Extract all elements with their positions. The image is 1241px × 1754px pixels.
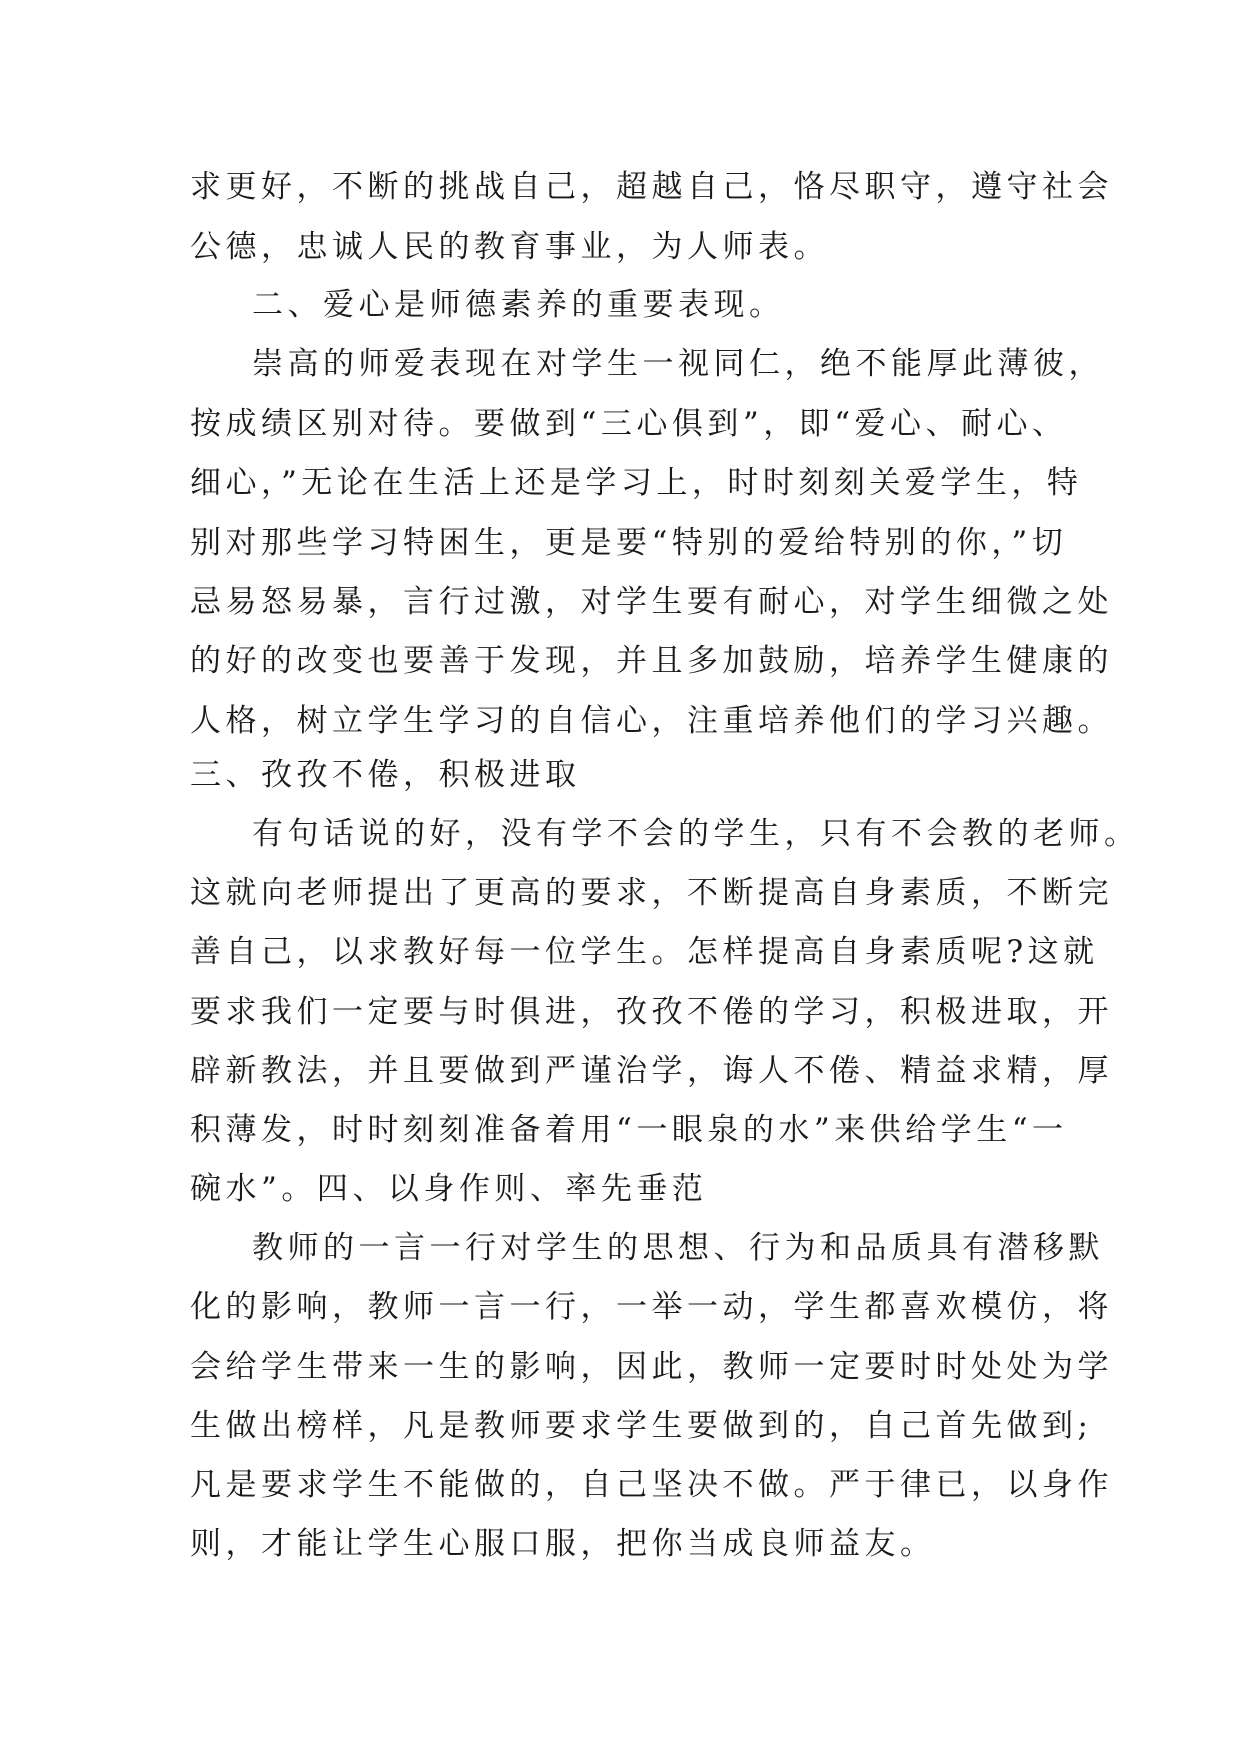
text-line: 教师的一言一行对学生的思想、行为和品质具有潜移默: [252, 1230, 1104, 1266]
text-line: 求更好，不断的挑战自己，超越自己，恪尽职守，遵守社会: [190, 169, 1113, 205]
text-line: 化的影响，教师一言一行，一举一动，学生都喜欢模仿，将: [190, 1289, 1113, 1325]
text-line: 人格，树立学生学习的自信心，注重培养他们的学习兴趣。: [190, 703, 1113, 739]
text-line: 崇高的师爱表现在对学生一视同仁，绝不能厚此薄彼，: [252, 346, 1104, 382]
text-line: 细心，”无论在生活上还是学习上，时时刻刻关爱学生，特: [190, 465, 1083, 501]
text-line: 凡是要求学生不能做的，自己坚决不做。严于律已，以身作: [190, 1467, 1113, 1503]
text-line: 善自己，以求教好每一位学生。怎样提高自身素质呢?这就: [190, 934, 1099, 970]
text-line: 则，才能让学生心服口服，把你当成良师益友。: [190, 1526, 936, 1562]
text-line: 公德，忠诚人民的教育事业，为人师表。: [190, 229, 829, 265]
text-line: 这就向老师提出了更高的要求，不断提高自身素质，不断完: [190, 875, 1113, 911]
text-line: 别对那些学习特困生，更是要“特别的爱给特别的你，”切: [190, 525, 1068, 561]
text-line: 按成绩区别对待。要做到“三心俱到”，即“爱心、耐心、: [190, 406, 1068, 442]
text-line: 的好的改变也要善于发现，并且多加鼓励，培养学生健康的: [190, 643, 1113, 679]
text-line: 有句话说的好，没有学不会的学生，只有不会教的老师。: [252, 816, 1140, 852]
text-line: 碗水”。四、以身作则、率先垂范: [190, 1171, 708, 1207]
text-line: 生做出榜样，凡是教师要求学生要做到的，自己首先做到;: [190, 1408, 1093, 1444]
text-line: 积薄发，时时刻刻准备着用“一眼泉的水”来供给学生“一: [190, 1112, 1068, 1148]
section-heading: 三、孜孜不倦，积极进取: [190, 757, 581, 793]
text-line: 会给学生带来一生的影响，因此，教师一定要时时处处为学: [190, 1349, 1113, 1385]
text-line: 辟新教法，并且要做到严谨治学，诲人不倦、精益求精，厚: [190, 1053, 1113, 1089]
section-heading: 二、爱心是师德素养的重要表现。: [252, 287, 785, 323]
text-line: 要求我们一定要与时俱进，孜孜不倦的学习，积极进取，开: [190, 994, 1113, 1030]
text-line: 忌易怒易暴，言行过激，对学生要有耐心，对学生细微之处: [190, 584, 1113, 620]
